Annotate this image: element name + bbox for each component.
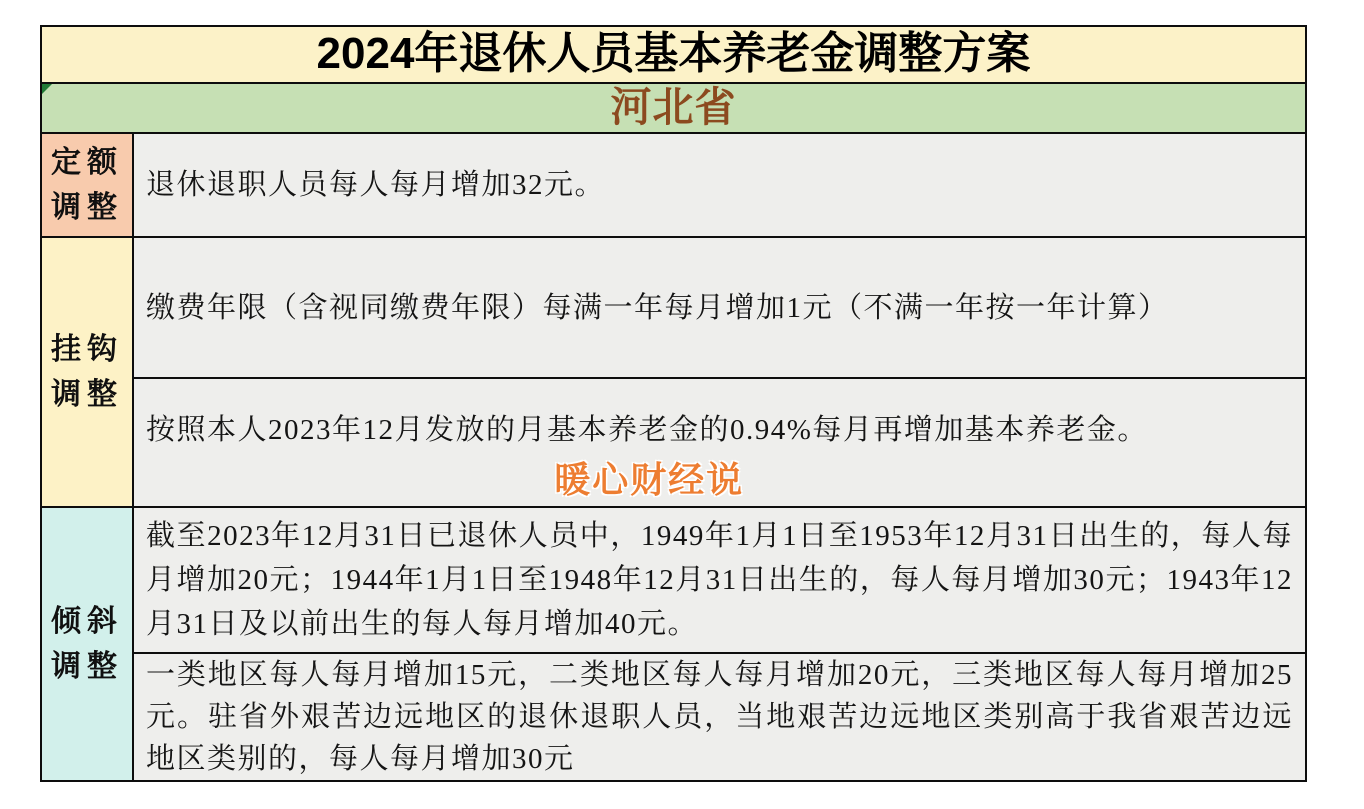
category-tilt-adjustment: 倾斜调整 <box>41 507 133 781</box>
content-fixed-adjustment: 退休退职人员每人每月增加32元。 <box>133 133 1306 237</box>
pension-adjustment-table <box>40 25 1307 782</box>
content-tilt-age: 截至2023年12月31日已退休人员中，1949年1月1日至1953年12月31日出生的，每人每月增加20元；1944年1月1日至1948年12月31日出生的，每人每月增加30元；1943年12月31日及以前出生的每人每月增加40元。 <box>133 507 1306 653</box>
cell-note-indicator-icon <box>42 84 52 94</box>
content-linked-years: 缴费年限（含视同缴费年限）每满一年每月增加1元（不满一年按一年计算） <box>133 237 1306 378</box>
content-linked-percent-text: 按照本人2023年12月发放的月基本养老金的0.94%每月再增加基本养老金。 <box>146 413 1148 446</box>
category-fixed-adjustment: 定额调整 <box>41 133 133 237</box>
content-tilt-region: 一类地区每人每月增加15元，二类地区每人每月增加20元，三类地区每人每月增加25元。驻省外艰苦边远地区的退休退职人员，当地艰苦边远地区类别高于我省艰苦边远地区类别的，每人每月增加30元 <box>133 653 1306 781</box>
page-title: 2024年退休人员基本养老金调整方案 <box>41 26 1306 83</box>
province-banner <box>41 83 1306 133</box>
watermark: 暖心财经说 <box>554 459 745 500</box>
category-linked-adjustment: 挂钩调整 <box>41 237 133 507</box>
province-label: 河北省 <box>610 84 737 131</box>
content-linked-percent <box>133 378 1306 507</box>
